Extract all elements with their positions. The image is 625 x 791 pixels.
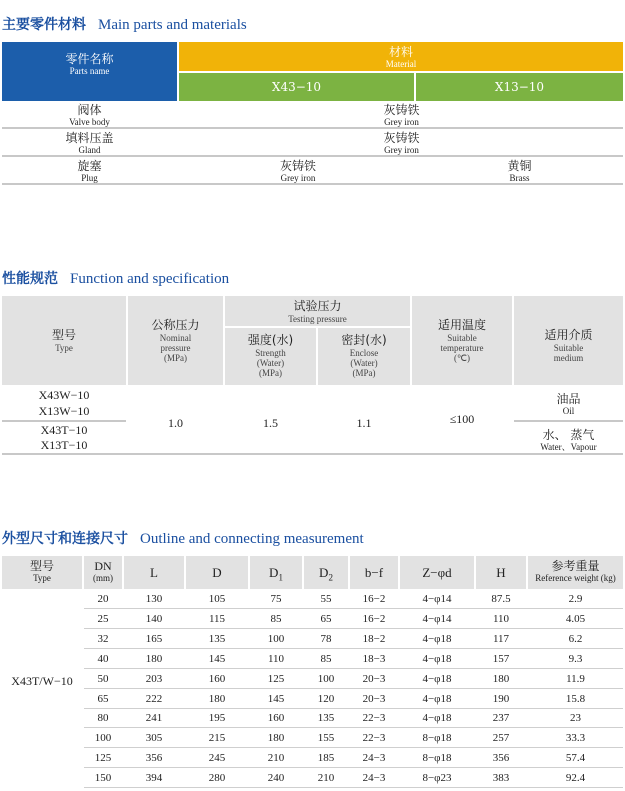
d-cell: 195 bbox=[208, 712, 226, 725]
bf-cell: 18−3 bbox=[362, 652, 386, 665]
temp-cn: 适用温度 bbox=[437, 318, 486, 332]
strength-value: 1.5 bbox=[263, 416, 278, 430]
bf-cell: 22−3 bbox=[362, 712, 386, 725]
strength-unit: (MPa) bbox=[259, 368, 282, 378]
table-row bbox=[84, 631, 623, 649]
weight-en: Reference weight (kg) bbox=[535, 573, 616, 583]
material-value-en: Grey iron bbox=[384, 117, 419, 127]
section-title-outline bbox=[2, 528, 364, 548]
d2-cell: 55 bbox=[320, 593, 332, 605]
h-cell: 180 bbox=[492, 672, 510, 685]
dn-label: DN bbox=[94, 559, 112, 573]
dn-cell: 125 bbox=[94, 752, 112, 765]
table-row bbox=[84, 671, 623, 689]
table-row bbox=[84, 770, 623, 788]
divider bbox=[2, 420, 126, 422]
medium-en: Suitable bbox=[553, 343, 584, 353]
weight-cell: 92.4 bbox=[565, 772, 586, 785]
table-row bbox=[2, 102, 623, 129]
zphid-cell: 8−φ18 bbox=[422, 752, 452, 765]
d1-cell: 85 bbox=[270, 612, 282, 625]
type-header bbox=[2, 296, 126, 385]
l-cell: 394 bbox=[145, 772, 163, 785]
temp-value: ≤100 bbox=[449, 412, 475, 426]
h-cell: 190 bbox=[492, 692, 510, 705]
bf-cell: 24−3 bbox=[362, 772, 386, 785]
medium-en: medium bbox=[553, 353, 584, 363]
d2-cell: 210 bbox=[317, 772, 335, 785]
part-name bbox=[2, 103, 177, 127]
model-header-x13: X13−10 bbox=[416, 73, 623, 101]
bf-cell: 18−2 bbox=[362, 632, 386, 645]
part-name bbox=[2, 159, 177, 183]
part-name-cn: 填料压盖 bbox=[65, 131, 114, 145]
nominal-unit: (MPa) bbox=[164, 353, 187, 363]
material-value-x43 bbox=[180, 159, 416, 183]
type-cn: 型号 bbox=[29, 559, 54, 573]
seal-en: Enclose bbox=[349, 348, 379, 358]
testing-header bbox=[225, 296, 410, 326]
material-en: Material bbox=[385, 59, 417, 69]
d-cell: 280 bbox=[208, 772, 226, 785]
d-header: D bbox=[186, 556, 248, 589]
h-cell: 383 bbox=[492, 772, 510, 785]
dn-cell: 50 bbox=[97, 672, 109, 685]
table-row bbox=[84, 611, 623, 629]
d2-cell: 120 bbox=[317, 692, 335, 705]
testing-cn: 试验压力 bbox=[293, 299, 342, 313]
material-cn: 材料 bbox=[388, 45, 413, 59]
section-title-cn: 外型尺寸和连接尺寸 bbox=[2, 531, 128, 547]
l-cell: 140 bbox=[145, 612, 163, 625]
weight-cell: 2.9 bbox=[568, 593, 583, 605]
dn-cell: 25 bbox=[97, 612, 109, 625]
temp-en: Suitable bbox=[447, 333, 477, 343]
type-value: X13W−10 bbox=[38, 404, 90, 418]
material-value-cn: 灰铸铁 bbox=[279, 159, 316, 173]
type-en: Type bbox=[33, 573, 51, 583]
part-name-en: Valve body bbox=[69, 117, 110, 127]
material-value-cn: 灰铸铁 bbox=[383, 131, 420, 145]
medium-cn: 适用介质 bbox=[544, 328, 593, 342]
material-value-cn: 黄铜 bbox=[507, 159, 532, 173]
dn-cell: 40 bbox=[97, 652, 109, 665]
d2-cell: 85 bbox=[320, 652, 332, 665]
dn-cell: 150 bbox=[94, 772, 112, 785]
parts-name-header bbox=[2, 42, 177, 101]
h-cell: 157 bbox=[492, 652, 510, 665]
zphid-cell: 4−φ18 bbox=[422, 672, 452, 685]
type-list bbox=[2, 387, 126, 419]
strength-en: Strength bbox=[255, 348, 286, 358]
divider bbox=[514, 420, 623, 422]
d1-cell: 125 bbox=[267, 672, 285, 685]
medium-cn: 水、 蒸气 bbox=[542, 428, 595, 442]
l-cell: 305 bbox=[145, 732, 163, 745]
seal-en: (Water) bbox=[350, 358, 378, 368]
weight-cell: 23 bbox=[570, 712, 581, 725]
dn-cell: 100 bbox=[94, 732, 112, 745]
l-cell: 130 bbox=[145, 593, 163, 605]
weight-cell: 33.3 bbox=[565, 732, 586, 745]
weight-cell: 6.2 bbox=[568, 632, 583, 645]
zphid-cell: 4−φ14 bbox=[422, 612, 452, 625]
table-bottom-border bbox=[2, 453, 623, 455]
d2-cell: 65 bbox=[320, 612, 332, 625]
bf-header: b−f bbox=[350, 556, 398, 589]
l-cell: 356 bbox=[145, 752, 163, 765]
weight-header bbox=[528, 556, 623, 589]
part-name-en: Plug bbox=[81, 173, 98, 183]
model-label: X43T/W−10 bbox=[11, 674, 73, 688]
l-cell: 241 bbox=[145, 712, 163, 725]
table-row bbox=[2, 130, 623, 157]
d-cell: 105 bbox=[208, 593, 226, 605]
d1-cell: 145 bbox=[267, 692, 285, 705]
zphid-cell: 4−φ18 bbox=[422, 632, 452, 645]
seal-cn: 密封(水) bbox=[341, 333, 387, 347]
weight-cell: 9.3 bbox=[568, 652, 583, 665]
d2-cell: 185 bbox=[317, 752, 335, 765]
dn-cell: 20 bbox=[97, 593, 109, 605]
parts-name-en: Parts name bbox=[69, 66, 110, 76]
d1-label: D bbox=[269, 565, 279, 580]
bf-cell: 24−3 bbox=[362, 752, 386, 765]
section-title-cn: 主要零件材料 bbox=[2, 17, 86, 33]
weight-cell: 11.9 bbox=[566, 672, 585, 685]
type-value: X13T−10 bbox=[40, 438, 88, 452]
d-cell: 135 bbox=[208, 632, 226, 645]
d2-subscript: 2 bbox=[328, 572, 333, 583]
bf-cell: 22−3 bbox=[362, 732, 386, 745]
weight-cell: 15.8 bbox=[565, 692, 586, 705]
nominal-en: Nominal bbox=[159, 333, 192, 343]
zphid-cell: 8−φ18 bbox=[422, 732, 452, 745]
table-row bbox=[84, 750, 623, 768]
part-name-en: Gland bbox=[78, 145, 101, 155]
d2-cell: 100 bbox=[317, 672, 335, 685]
temp-en: temperature bbox=[440, 343, 484, 353]
l-cell: 222 bbox=[145, 692, 163, 705]
d-cell: 115 bbox=[208, 612, 226, 625]
table-row bbox=[84, 730, 623, 748]
d1-cell: 210 bbox=[267, 752, 285, 765]
seal-header bbox=[318, 328, 410, 385]
h-cell: 237 bbox=[492, 712, 510, 725]
section-title-cn: 性能规范 bbox=[2, 271, 58, 287]
zphid-header: Z−φd bbox=[400, 556, 474, 589]
material-header bbox=[179, 42, 623, 71]
section-title-en: Main parts and materials bbox=[98, 17, 247, 33]
medium-oil bbox=[514, 392, 623, 416]
zphid-cell: 8−φ23 bbox=[422, 772, 452, 785]
table-row bbox=[2, 158, 623, 185]
weight-cell: 57.4 bbox=[565, 752, 586, 765]
strength-en: (Water) bbox=[256, 358, 285, 368]
materials-table bbox=[0, 42, 625, 187]
d-cell: 245 bbox=[208, 752, 226, 765]
d2-cell: 78 bbox=[320, 632, 332, 645]
type-list bbox=[2, 423, 126, 453]
weight-cn: 参考重量 bbox=[551, 559, 600, 573]
seal-unit: (MPa) bbox=[352, 368, 376, 378]
part-name-cn: 旋塞 bbox=[77, 159, 102, 173]
d-cell: 145 bbox=[208, 652, 226, 665]
h-cell: 257 bbox=[492, 732, 510, 745]
h-cell: 87.5 bbox=[491, 593, 511, 605]
h-cell: 356 bbox=[492, 752, 510, 765]
parts-name-cn: 零件名称 bbox=[65, 52, 114, 66]
material-value-en: Grey iron bbox=[384, 145, 419, 155]
seal-value: 1.1 bbox=[356, 416, 372, 430]
section-title-spec bbox=[2, 268, 229, 288]
nominal-value: 1.0 bbox=[168, 416, 183, 430]
temp-unit: (℃) bbox=[453, 353, 471, 363]
section-title-materials bbox=[2, 14, 247, 34]
medium-cn: 油品 bbox=[556, 392, 581, 406]
strength-cn: 强度(水) bbox=[247, 333, 294, 347]
dn-cell: 80 bbox=[97, 712, 109, 725]
bf-cell: 16−2 bbox=[362, 593, 386, 605]
h-header: H bbox=[476, 556, 526, 589]
d1-header bbox=[250, 556, 302, 589]
l-cell: 180 bbox=[145, 652, 163, 665]
dn-cell: 32 bbox=[97, 632, 109, 645]
d1-cell: 75 bbox=[270, 593, 282, 605]
section-title-en: Outline and connecting measurement bbox=[140, 531, 364, 547]
type-value: X43W−10 bbox=[38, 388, 90, 402]
d-cell: 215 bbox=[208, 732, 226, 745]
d2-cell: 155 bbox=[317, 732, 335, 745]
dn-cell: 65 bbox=[97, 692, 109, 705]
d-cell: 180 bbox=[208, 692, 226, 705]
part-name-cn: 阀体 bbox=[77, 103, 102, 117]
h-cell: 110 bbox=[492, 612, 510, 625]
table-row bbox=[84, 651, 623, 669]
medium-en: Oil bbox=[562, 406, 575, 416]
temp-header bbox=[412, 296, 512, 385]
d1-cell: 180 bbox=[267, 732, 285, 745]
bf-cell: 20−3 bbox=[362, 692, 386, 705]
nominal-header bbox=[128, 296, 223, 385]
material-value-en: Brass bbox=[509, 173, 530, 183]
l-header: L bbox=[124, 556, 184, 589]
medium-en: Water、Vapour bbox=[540, 442, 597, 452]
d2-header bbox=[304, 556, 348, 589]
type-cn: 型号 bbox=[51, 328, 76, 342]
material-value bbox=[180, 131, 623, 155]
strength-header bbox=[225, 328, 316, 385]
material-value-cn: 灰铸铁 bbox=[383, 103, 420, 117]
nominal-en: pressure bbox=[160, 343, 191, 353]
medium-water bbox=[514, 428, 623, 452]
table-row bbox=[84, 691, 623, 709]
zphid-cell: 4−φ14 bbox=[422, 593, 452, 605]
zphid-cell: 4−φ18 bbox=[422, 712, 452, 725]
type-header bbox=[2, 556, 82, 589]
part-name bbox=[2, 131, 177, 155]
bf-cell: 16−2 bbox=[362, 612, 386, 625]
dimensions-table bbox=[0, 556, 625, 791]
d1-cell: 100 bbox=[267, 632, 285, 645]
nominal-cn: 公称压力 bbox=[151, 318, 200, 332]
material-value bbox=[180, 103, 623, 127]
type-en: Type bbox=[55, 343, 73, 353]
zphid-cell: 4−φ18 bbox=[422, 692, 452, 705]
d2-cell: 135 bbox=[317, 712, 335, 725]
section-title-en: Function and specification bbox=[70, 271, 230, 287]
d1-cell: 240 bbox=[267, 772, 285, 785]
material-value-x13 bbox=[416, 159, 623, 183]
bf-cell: 20−3 bbox=[362, 672, 386, 685]
type-value: X43T−10 bbox=[40, 423, 88, 437]
medium-header bbox=[514, 296, 623, 385]
d1-subscript: 1 bbox=[278, 572, 283, 583]
dn-unit: (mm) bbox=[93, 573, 113, 583]
weight-cell: 4.05 bbox=[565, 612, 586, 625]
dn-header bbox=[84, 556, 122, 589]
material-value-en: Grey iron bbox=[280, 173, 316, 183]
d1-cell: 160 bbox=[267, 712, 285, 725]
h-cell: 117 bbox=[492, 632, 510, 645]
testing-en: Testing pressure bbox=[288, 314, 347, 324]
table-row bbox=[84, 710, 623, 728]
l-cell: 165 bbox=[145, 632, 163, 645]
d2-label: D bbox=[319, 565, 329, 580]
d-cell: 160 bbox=[208, 672, 226, 685]
table-row bbox=[84, 591, 623, 609]
d1-cell: 110 bbox=[267, 652, 285, 665]
zphid-cell: 4−φ18 bbox=[422, 652, 452, 665]
spec-table bbox=[0, 296, 625, 458]
model-header-x43: X43−10 bbox=[179, 73, 414, 101]
l-cell: 203 bbox=[145, 672, 163, 685]
